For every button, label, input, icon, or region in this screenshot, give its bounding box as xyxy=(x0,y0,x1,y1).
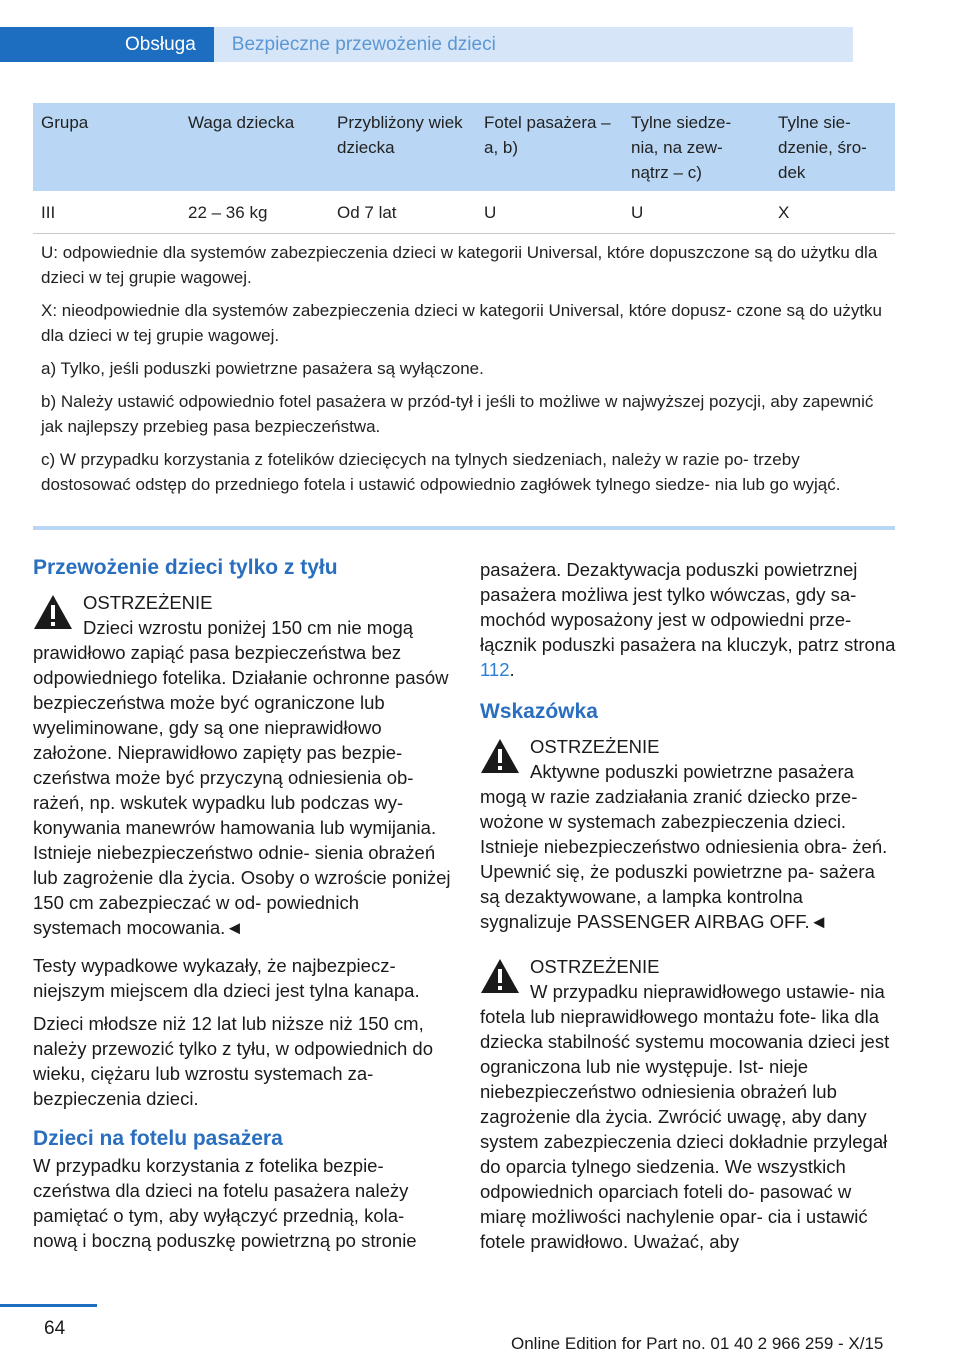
right-column xyxy=(480,557,896,1254)
warning-block xyxy=(33,590,451,940)
table-header-cell: Waga dziecka xyxy=(188,113,295,132)
table-cell: U xyxy=(484,203,497,222)
section-heading: Wskazówka xyxy=(480,700,598,723)
table-cell: U xyxy=(631,203,644,222)
section-tab: Obsługa xyxy=(0,27,214,62)
subsection-tab: Bezpieczne przewożenie dzieci xyxy=(214,27,853,62)
footer-rule xyxy=(0,1304,97,1307)
table-note: c) W przypadku korzystania z fotelików dziecięcych na tylnych siedzeniach, należy w razie po- trzeby dostosować odstęp do przedniego fotela i ustawić odpowiednio zagłówek tylnego siedze- nia lub go wyjąć. xyxy=(41,450,841,494)
edition-text: Online Edition for Part no. 01 40 2 966 259 - X/15 xyxy=(511,1334,884,1353)
table-header-row xyxy=(33,103,895,191)
left-column xyxy=(33,554,451,1253)
table-header-cell: Fotel pasażera – a, b) xyxy=(484,113,611,157)
warning-text: Aktywne poduszki powietrzne pasażera mogą w razie zadziałania zranić dziecko prze- wożone w systemach zabezpieczenia dzieci. Istnieje niebezpieczeństwo odniesienia obra- żeń. Upewnić się, że poduszki powietrzne pa- sażera są dezaktywowane, a lampka kontrolna sygnalizuje PASSENGER AIRBAG OFF.◄ xyxy=(480,761,888,932)
section-heading: Dzieci na fotelu pasażera xyxy=(33,1127,283,1150)
table-cell: Od 7 lat xyxy=(337,203,397,222)
table-cell: III xyxy=(41,203,56,222)
table-header-cell: Tylne siedze- nia, na zew- nątrz – c) xyxy=(631,113,732,182)
table-note: X: nieodpowiednie dla systemów zabezpieczenia dzieci w kategorii Universal, które dopusz- czone są do użytku dla dzieci w tej grupie wagowej. xyxy=(41,301,882,345)
child-seat-table xyxy=(33,103,895,505)
warning-title: OSTRZEŻENIE xyxy=(83,592,213,613)
table-note: a) Tylko, jeśli poduszki powietrzne pasażera są wyłączone. xyxy=(41,359,484,378)
table-note: U: odpowiednie dla systemów zabezpieczenia dzieci w kategorii Universal, które dopuszczone są do użytku dla dzieci w tej grupie wagowej. xyxy=(41,243,878,287)
paragraph: Testy wypadkowe wykazały, że najbezpiecz- niejszym miejscem dla dzieci jest tylna kanapa. xyxy=(33,955,420,1001)
table-notes xyxy=(33,234,895,497)
warning-block xyxy=(480,954,896,1254)
paragraph-text: pasażera. Dezaktywacja poduszki powietrznej pasażera możliwa jest tylko wówczas, gdy sa- mochód wyposażony jest w odpowiedni prze- łącznik poduszki pasażera na kluczyk, patrz strona xyxy=(480,559,896,655)
warning-triangle-icon xyxy=(480,738,520,774)
page-number: 64 xyxy=(44,1318,66,1339)
table-header-cell: Grupa xyxy=(41,113,89,132)
table-note: b) Należy ustawić odpowiednio fotel pasażera w przód-tył i jeśli to możliwe w najwyższej pozycji, aby zapewnić jak najlepszy przebieg pasa bezpieczeństwa. xyxy=(41,392,874,436)
table-cell: 22 – 36 kg xyxy=(188,203,268,222)
table-cell: X xyxy=(778,203,790,222)
paragraph-end: . xyxy=(509,659,515,680)
paragraph: W przypadku korzystania z fotelika bezpie- czeństwa dla dzieci na fotelu pasażera należy pamiętać o tym, aby wyłączyć przednią, kola- nową i boczną poduszkę powietrzną po stronie xyxy=(33,1155,417,1251)
warning-title: OSTRZEŻENIE xyxy=(530,736,660,757)
warning-text: W przypadku nieprawidłowego ustawie- nia fotela lub nieprawidłowego montażu fote- lika dla dziecka stabilność systemu mocowania dzieci jest ograniczona lub nie występuje. Ist- nieje niebezpieczeństwo odniesienia obrażeń lub zagrożenie dla życia. Zwrócić uwagę, aby dany system zabezpieczenia dzieci dokładnie przylegał do oparcia tylnego siedzenia. We wszystkich odpowiednich oparciach foteli do- pasować w miarę możliwości nachylenie opar- cia i ustawić fotele prawidłowo. Uważać, aby xyxy=(480,981,890,1252)
page-header xyxy=(0,27,853,62)
table-header-cell: Przybliżony wiek dziecka xyxy=(337,113,463,157)
paragraph xyxy=(480,557,896,682)
paragraph: Dzieci młodsze niż 12 lat lub niższe niż 150 cm, należy przewozić tylko z tyłu, w odpowiednich do wieku, ciężaru lub wzrostu systemach za- bezpieczenia dzieci. xyxy=(33,1013,433,1109)
table-bottom-rule xyxy=(33,526,895,530)
table-header-cell: Tylne sie- dzenie, śro- dek xyxy=(778,113,867,182)
page-link[interactable]: 112 xyxy=(480,659,510,680)
warning-title: OSTRZEŻENIE xyxy=(530,956,660,977)
warning-triangle-icon xyxy=(480,958,520,994)
table-row xyxy=(33,191,895,234)
warning-triangle-icon xyxy=(33,594,73,630)
warning-block xyxy=(480,734,896,934)
section-heading: Przewożenie dzieci tylko z tyłu xyxy=(33,556,338,579)
warning-text: Dzieci wzrostu poniżej 150 cm nie mogą prawidłowo zapiąć pasa bezpieczeństwa bez odpowiedniego fotelika. Działanie ochronne pasów bezpieczeństwa może być ograniczone lub wyeliminowane, gdy są one nieprawidłowo założone. Nieprawidłowo zapięty pas bezpie- czeństwa może być przyczyną odniesienia ob- rażeń, np. wskutek wypadku lub podczas wy- konywania manewrów hamowania lub wymijania. Istnieje niebezpieczeństwo odnie- sienia obrażeń lub zagrożenie dla życia. Osoby o wzroście poniżej 150 cm zabezpieczać w od- powiednich systemach mocowania.◄ xyxy=(33,617,451,938)
